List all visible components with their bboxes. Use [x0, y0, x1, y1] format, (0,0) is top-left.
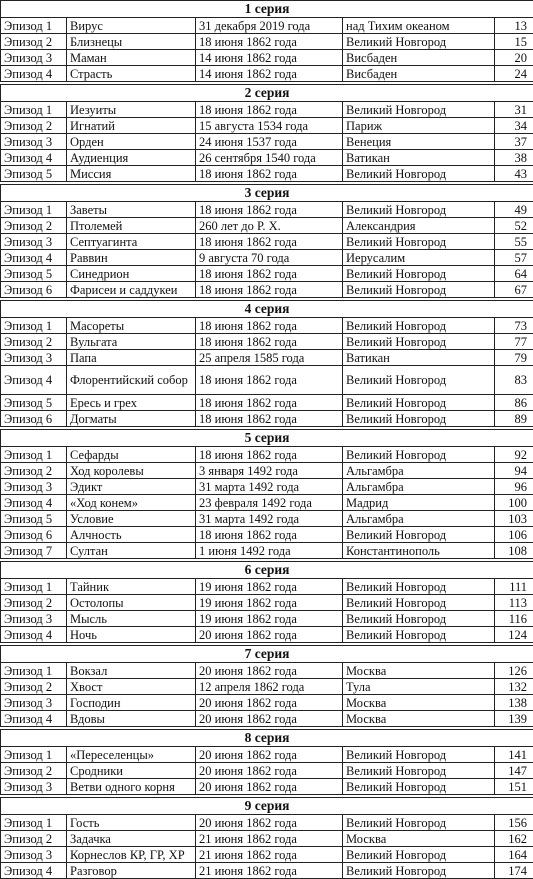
episode-place: Москва	[343, 663, 495, 679]
episode-title: Флорентийский собор	[67, 366, 196, 395]
episode-title: Вокзал	[67, 663, 196, 679]
episode-page: 96	[495, 479, 533, 495]
episode-title: Вульгата	[67, 334, 196, 350]
episode-row	[1, 234, 533, 250]
episode-date: 18 июня 1862 года	[196, 282, 343, 298]
episode-number: Эпизод 1	[1, 663, 67, 679]
episode-place: Мадрид	[343, 495, 495, 511]
episode-number: Эпизод 3	[1, 350, 67, 366]
episode-place: Великий Новгород	[343, 847, 495, 863]
episode-title: Птолемей	[67, 218, 196, 234]
episode-number: Эпизод 1	[1, 18, 67, 34]
episode-page: 106	[495, 527, 533, 543]
episode-title: Господин	[67, 695, 196, 711]
episode-row	[1, 18, 533, 34]
episode-title: Вдовы	[67, 711, 196, 727]
episode-row	[1, 815, 533, 831]
episode-date: 21 июня 1862 года	[196, 831, 343, 847]
episode-date: 18 июня 1862 года	[196, 202, 343, 218]
episode-title: Хвост	[67, 679, 196, 695]
episode-date: 18 июня 1862 года	[196, 166, 343, 182]
episode-date: 1 июня 1492 года	[196, 543, 343, 559]
season-header-row	[1, 798, 533, 815]
episode-page: 20	[495, 50, 533, 66]
season-title: 9 серия	[1, 798, 533, 815]
episode-place: Великий Новгород	[343, 234, 495, 250]
episode-title: Гость	[67, 815, 196, 831]
episode-number: Эпизод 2	[1, 763, 67, 779]
episode-number: Эпизод 3	[1, 847, 67, 863]
episode-title: Ночь	[67, 627, 196, 643]
episode-date: 24 июня 1537 года	[196, 134, 343, 150]
episode-row	[1, 831, 533, 847]
episode-place: Висбаден	[343, 50, 495, 66]
episode-row	[1, 527, 533, 543]
episode-number: Эпизод 1	[1, 579, 67, 595]
episode-number: Эпизод 2	[1, 679, 67, 695]
episode-page: 164	[495, 847, 533, 863]
episode-row	[1, 134, 533, 150]
episode-date: 31 марта 1492 года	[196, 479, 343, 495]
episode-number: Эпизод 1	[1, 447, 67, 463]
episode-title: Корнеслов КР, ГР, ХР	[67, 847, 196, 863]
episode-place: Великий Новгород	[343, 34, 495, 50]
episode-title: Эдикт	[67, 479, 196, 495]
episode-number: Эпизод 5	[1, 511, 67, 527]
episode-number: Эпизод 1	[1, 202, 67, 218]
episode-page: 126	[495, 663, 533, 679]
episode-place: Москва	[343, 695, 495, 711]
episode-row	[1, 250, 533, 266]
episode-page: 86	[495, 395, 533, 411]
episode-place: Великий Новгород	[343, 102, 495, 118]
episode-date: 19 июня 1862 года	[196, 595, 343, 611]
episode-row	[1, 511, 533, 527]
season-title: 5 серия	[1, 430, 533, 447]
episode-date: 31 марта 1492 года	[196, 511, 343, 527]
episode-place: Великий Новгород	[343, 202, 495, 218]
episode-place: Великий Новгород	[343, 763, 495, 779]
episode-row	[1, 595, 533, 611]
episode-page: 34	[495, 118, 533, 134]
episode-row	[1, 118, 533, 134]
episode-place: Москва	[343, 831, 495, 847]
episode-row	[1, 395, 533, 411]
episode-place: Великий Новгород	[343, 863, 495, 879]
episode-page: 79	[495, 350, 533, 366]
season-header-row	[1, 730, 533, 747]
episode-date: 14 июня 1862 года	[196, 50, 343, 66]
episode-place: Иерусалим	[343, 250, 495, 266]
episode-table-body	[1, 1, 533, 879]
episode-page: 24	[495, 66, 533, 82]
episode-number: Эпизод 1	[1, 747, 67, 763]
episode-date: 12 апреля 1862 года	[196, 679, 343, 695]
season-title: 2 серия	[1, 85, 533, 102]
episode-place: Альгамбра	[343, 479, 495, 495]
episode-title: «Ход конем»	[67, 495, 196, 511]
episode-row	[1, 166, 533, 182]
episode-number: Эпизод 4	[1, 627, 67, 643]
episode-date: 18 июня 1862 года	[196, 447, 343, 463]
episode-row	[1, 747, 533, 763]
episode-number: Эпизод 2	[1, 463, 67, 479]
episode-number: Эпизод 4	[1, 66, 67, 82]
episode-number: Эпизод 3	[1, 50, 67, 66]
season-header-row	[1, 646, 533, 663]
episode-page: 77	[495, 334, 533, 350]
episode-page: 31	[495, 102, 533, 118]
episode-page: 151	[495, 779, 533, 795]
episode-title: Септуагинта	[67, 234, 196, 250]
episode-title: Масореты	[67, 318, 196, 334]
episode-date: 21 июня 1862 года	[196, 863, 343, 879]
episode-number: Эпизод 2	[1, 118, 67, 134]
episode-date: 15 августа 1534 года	[196, 118, 343, 134]
episode-number: Эпизод 7	[1, 543, 67, 559]
episode-number: Эпизод 6	[1, 282, 67, 298]
episode-number: Эпизод 1	[1, 102, 67, 118]
episode-place: Париж	[343, 118, 495, 134]
episode-page: 174	[495, 863, 533, 879]
episode-row	[1, 447, 533, 463]
episode-page: 67	[495, 282, 533, 298]
episode-date: 18 июня 1862 года	[196, 34, 343, 50]
episode-row	[1, 102, 533, 118]
episode-date: 20 июня 1862 года	[196, 627, 343, 643]
episode-number: Эпизод 2	[1, 831, 67, 847]
episode-page: 108	[495, 543, 533, 559]
episode-number: Эпизод 2	[1, 34, 67, 50]
episode-number: Эпизод 3	[1, 234, 67, 250]
episode-row	[1, 411, 533, 427]
episode-number: Эпизод 6	[1, 527, 67, 543]
episode-number: Эпизод 1	[1, 318, 67, 334]
episode-date: 18 июня 1862 года	[196, 318, 343, 334]
episode-page: 89	[495, 411, 533, 427]
episode-row	[1, 495, 533, 511]
episode-row	[1, 334, 533, 350]
episode-place: Великий Новгород	[343, 779, 495, 795]
episode-date: 21 июня 1862 года	[196, 847, 343, 863]
episode-date: 3 января 1492 года	[196, 463, 343, 479]
episode-row	[1, 463, 533, 479]
episode-date: 20 июня 1862 года	[196, 779, 343, 795]
episode-page: 156	[495, 815, 533, 831]
episode-title: Алчность	[67, 527, 196, 543]
episode-date: 18 июня 1862 года	[196, 411, 343, 427]
episode-page: 141	[495, 747, 533, 763]
episode-number: Эпизод 5	[1, 395, 67, 411]
episode-page: 52	[495, 218, 533, 234]
episode-place: Великий Новгород	[343, 627, 495, 643]
episode-number: Эпизод 2	[1, 595, 67, 611]
episode-place: Москва	[343, 711, 495, 727]
episode-row	[1, 34, 533, 50]
episode-date: 20 июня 1862 года	[196, 663, 343, 679]
season-header-row	[1, 1, 533, 18]
episode-place: Великий Новгород	[343, 527, 495, 543]
episode-date: 31 декабря 2019 года	[196, 18, 343, 34]
season-header-row	[1, 562, 533, 579]
episode-number: Эпизод 4	[1, 711, 67, 727]
episode-number: Эпизод 1	[1, 815, 67, 831]
episode-number: Эпизод 2	[1, 218, 67, 234]
episode-number: Эпизод 4	[1, 495, 67, 511]
episode-title: Аудиенция	[67, 150, 196, 166]
episode-place: Великий Новгород	[343, 282, 495, 298]
episode-place: Великий Новгород	[343, 411, 495, 427]
episode-title: Миссия	[67, 166, 196, 182]
episode-place: Ватикан	[343, 350, 495, 366]
episode-place: Великий Новгород	[343, 334, 495, 350]
episode-row	[1, 579, 533, 595]
episode-page: 124	[495, 627, 533, 643]
episode-date: 260 лет до Р. Х.	[196, 218, 343, 234]
episode-number: Эпизод 4	[1, 863, 67, 879]
episode-date: 18 июня 1862 года	[196, 366, 343, 395]
episode-date: 20 июня 1862 года	[196, 815, 343, 831]
episode-number: Эпизод 3	[1, 611, 67, 627]
season-title: 3 серия	[1, 185, 533, 202]
episode-row	[1, 711, 533, 727]
episode-row	[1, 150, 533, 166]
episode-number: Эпизод 3	[1, 779, 67, 795]
episode-title: Раввин	[67, 250, 196, 266]
episode-number: Эпизод 3	[1, 695, 67, 711]
season-header-row	[1, 85, 533, 102]
episode-row	[1, 66, 533, 82]
episode-date: 25 апреля 1585 года	[196, 350, 343, 366]
episode-date: 18 июня 1862 года	[196, 395, 343, 411]
episode-row	[1, 695, 533, 711]
episode-page: 94	[495, 463, 533, 479]
episode-number: Эпизод 5	[1, 166, 67, 182]
season-title: 6 серия	[1, 562, 533, 579]
episode-place: Великий Новгород	[343, 815, 495, 831]
episode-date: 9 августа 70 года	[196, 250, 343, 266]
episode-page: 73	[495, 318, 533, 334]
episode-title: Условие	[67, 511, 196, 527]
episode-title: Синедрион	[67, 266, 196, 282]
episode-row	[1, 266, 533, 282]
season-title: 4 серия	[1, 301, 533, 318]
episode-place: Тула	[343, 679, 495, 695]
episode-row	[1, 627, 533, 643]
episode-date: 18 июня 1862 года	[196, 527, 343, 543]
episode-page: 147	[495, 763, 533, 779]
episode-title: Остолопы	[67, 595, 196, 611]
episode-page: 138	[495, 695, 533, 711]
episode-page: 139	[495, 711, 533, 727]
episode-title: Папа	[67, 350, 196, 366]
episode-title: Ветви одного корня	[67, 779, 196, 795]
episode-row	[1, 679, 533, 695]
episode-title: Ход королевы	[67, 463, 196, 479]
episode-title: Разговор	[67, 863, 196, 879]
episode-row	[1, 366, 533, 395]
episode-place: Альгамбра	[343, 463, 495, 479]
episode-place: Великий Новгород	[343, 447, 495, 463]
episode-place: Великий Новгород	[343, 166, 495, 182]
episode-page: 132	[495, 679, 533, 695]
episode-page: 55	[495, 234, 533, 250]
episode-date: 18 июня 1862 года	[196, 102, 343, 118]
episode-place: Альгамбра	[343, 511, 495, 527]
episode-date: 14 июня 1862 года	[196, 66, 343, 82]
episode-row	[1, 350, 533, 366]
episode-number: Эпизод 4	[1, 250, 67, 266]
episode-row	[1, 847, 533, 863]
episode-date: 26 сентября 1540 года	[196, 150, 343, 166]
episode-row	[1, 282, 533, 298]
episode-page: 92	[495, 447, 533, 463]
episode-title: «Переселенцы»	[67, 747, 196, 763]
episode-number: Эпизод 4	[1, 366, 67, 395]
season-title: 7 серия	[1, 646, 533, 663]
episode-place: над Тихим океаном	[343, 18, 495, 34]
episode-title: Ересь и грех	[67, 395, 196, 411]
episode-date: 18 июня 1862 года	[196, 334, 343, 350]
episode-row	[1, 218, 533, 234]
episode-title: Мысль	[67, 611, 196, 627]
episode-place: Великий Новгород	[343, 611, 495, 627]
episode-number: Эпизод 4	[1, 150, 67, 166]
episode-date: 18 июня 1862 года	[196, 266, 343, 282]
episode-number: Эпизод 3	[1, 134, 67, 150]
episode-place: Великий Новгород	[343, 595, 495, 611]
episode-page: 100	[495, 495, 533, 511]
episode-row	[1, 763, 533, 779]
episode-row	[1, 663, 533, 679]
episode-row	[1, 611, 533, 627]
episode-place: Великий Новгород	[343, 318, 495, 334]
episode-title: Вирус	[67, 18, 196, 34]
episode-place: Висбаден	[343, 66, 495, 82]
season-title: 1 серия	[1, 1, 533, 18]
episode-page: 38	[495, 150, 533, 166]
episode-date: 18 июня 1862 года	[196, 234, 343, 250]
episode-date: 19 июня 1862 года	[196, 579, 343, 595]
season-header-row	[1, 301, 533, 318]
episode-title: Близнецы	[67, 34, 196, 50]
episode-number: Эпизод 2	[1, 334, 67, 350]
episode-page: 13	[495, 18, 533, 34]
episode-row	[1, 50, 533, 66]
episode-date: 20 июня 1862 года	[196, 763, 343, 779]
season-header-row	[1, 430, 533, 447]
episode-page: 43	[495, 166, 533, 182]
episode-place: Великий Новгород	[343, 747, 495, 763]
episode-title: Иезуиты	[67, 102, 196, 118]
episode-row	[1, 479, 533, 495]
episode-title: Орден	[67, 134, 196, 150]
episode-title: Задачка	[67, 831, 196, 847]
episode-place: Великий Новгород	[343, 395, 495, 411]
episode-page: 111	[495, 579, 533, 595]
episode-title: Маман	[67, 50, 196, 66]
episode-page: 162	[495, 831, 533, 847]
episode-title: Султан	[67, 543, 196, 559]
episode-title: Тайник	[67, 579, 196, 595]
season-header-row	[1, 185, 533, 202]
episode-title: Фарисеи и саддукеи	[67, 282, 196, 298]
episode-date: 19 июня 1862 года	[196, 611, 343, 627]
episode-date: 20 июня 1862 года	[196, 695, 343, 711]
episode-title: Страсть	[67, 66, 196, 82]
episode-number: Эпизод 6	[1, 411, 67, 427]
episode-title: Сродники	[67, 763, 196, 779]
episode-place: Константинополь	[343, 543, 495, 559]
episode-row	[1, 543, 533, 559]
episode-page: 83	[495, 366, 533, 395]
episode-page: 49	[495, 202, 533, 218]
episode-date: 20 июня 1862 года	[196, 747, 343, 763]
episode-place: Великий Новгород	[343, 266, 495, 282]
episode-date: 23 февраля 1492 года	[196, 495, 343, 511]
episode-page: 116	[495, 611, 533, 627]
episode-title: Игнатий	[67, 118, 196, 134]
episode-page: 57	[495, 250, 533, 266]
episode-title: Догматы	[67, 411, 196, 427]
episode-page: 113	[495, 595, 533, 611]
episode-place: Венеция	[343, 134, 495, 150]
episode-place: Ватикан	[343, 150, 495, 166]
episode-place: Великий Новгород	[343, 366, 495, 395]
episode-number: Эпизод 5	[1, 266, 67, 282]
episode-number: Эпизод 3	[1, 479, 67, 495]
episode-title: Заветы	[67, 202, 196, 218]
episode-place: Александрия	[343, 218, 495, 234]
episode-place: Великий Новгород	[343, 579, 495, 595]
season-title: 8 серия	[1, 730, 533, 747]
episode-page: 15	[495, 34, 533, 50]
episode-row	[1, 863, 533, 879]
episode-row	[1, 318, 533, 334]
episode-page: 37	[495, 134, 533, 150]
episode-page: 103	[495, 511, 533, 527]
episode-row	[1, 779, 533, 795]
episode-page: 64	[495, 266, 533, 282]
episode-date: 20 июня 1862 года	[196, 711, 343, 727]
episode-title: Сефарды	[67, 447, 196, 463]
episode-row	[1, 202, 533, 218]
